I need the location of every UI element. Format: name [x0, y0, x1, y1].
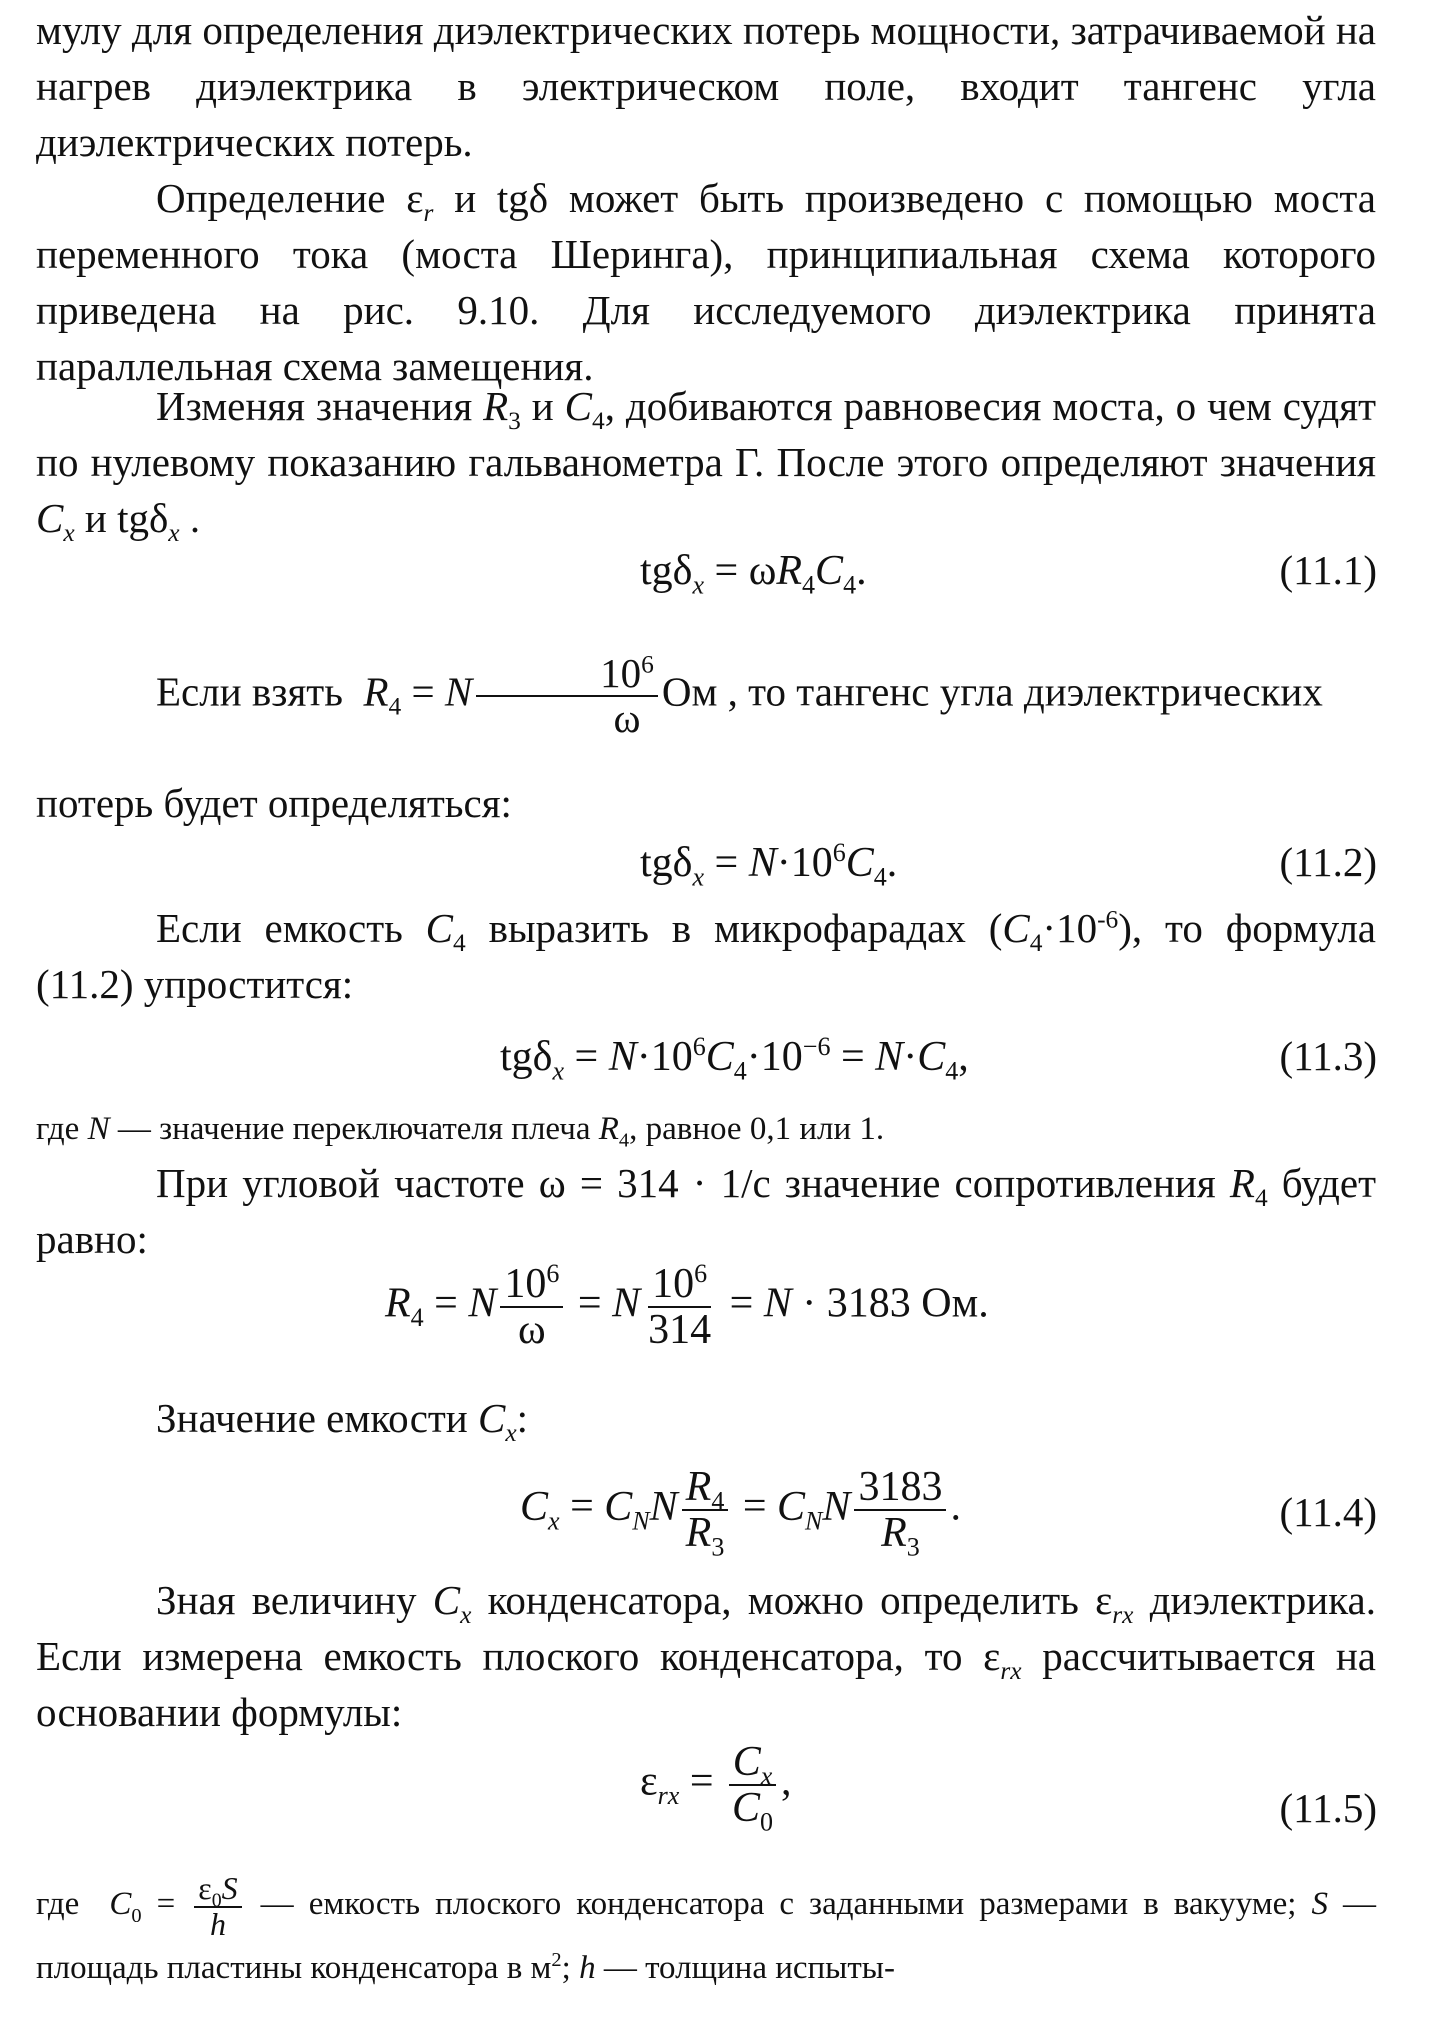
paragraph-if-take: Если взять $R_4 = N$ $\frac{10^6}{\omega}$ Ом , то тангенс угла диэлектрических	[156, 650, 1323, 742]
paragraph-losses: потерь будет определяться:	[36, 780, 512, 826]
note-switch: где N — значение переключателя плеча $R_4$, равное 0,1 или 1.	[36, 1111, 885, 1152]
equation-number: (11.4)	[1279, 1489, 1377, 1535]
paragraph-balance: Изменяя значения $R_3$ и $C_4$, добиваются равновесия моста, о чем судят по нулевому показанию гальванометра Г. После этого определяют значения $C_x$ и tgδ$_x$ .	[36, 383, 1376, 548]
paragraph-definition: Определение $\varepsilon_r$ и tgδ может быть произведено с помощью моста переменного тока (моста Шеринга), принципиальная схема которого приведена на рис. 9.10. Для исследуемого диэлектрика принята параллельная схема замещения.	[36, 175, 1376, 389]
equation-11-5: $\varepsilon_{rx}$ = $\frac{C_x}{C_0}$ ,	[640, 1739, 792, 1837]
equation-number: (11.2)	[1279, 839, 1377, 885]
equation-number: (11.1)	[1279, 547, 1377, 593]
paragraph-intro: мулу для определения диэлектрических потерь мощности, затрачиваемой на нагрев диэлектрика в электрическом поле, входит тангенс угла диэлектрических потерь.	[36, 7, 1376, 165]
paragraph-knowing: Зная величину $C_x$ конденсатора, можно определить $\varepsilon_{rx}$ диэлектрика. Если измерена емкость плоского конденсатора, то $\varepsilon_{rx}$ рассчитывается на основании формулы:	[36, 1577, 1376, 1735]
equation-11-2: $tg\delta_x = N\cdot 10^6C_4$.	[640, 838, 898, 892]
equation-11-4: $C_x = C_NN$ $\frac{R_4}{R_3}$ = $C_NN$ $\frac{3183}{R_3}$ .	[520, 1464, 961, 1562]
paragraph-capacity: Значение емкости $C_x$:	[156, 1395, 529, 1448]
equation-r4: $R_4 = N$ $\frac{10^6}{\omega}$ = N $\frac{10^6}{314}$ = N · 3183 Ом.	[385, 1259, 989, 1354]
equation-number: (11.5)	[1279, 1785, 1377, 1831]
equation-11-1: $tg\delta_x = \omega R_4C_4$.	[640, 548, 867, 600]
paragraph-microfarad: Если емкость $C_4$ выразить в микрофарадах $(C_4\cdot 10^{-6})$, то формула (11.2) упростится:	[36, 905, 1376, 1007]
note-c0: где $C_0$ = $\frac{\varepsilon_0S}{h}$ — емкость плоского конденсатора с заданными размерами в вакууме; S — площадь пластины конденсатора в $м^2$; h — толщина испыты-	[36, 1870, 1376, 1987]
equation-number: (11.3)	[1279, 1033, 1377, 1079]
paragraph-frequency: При угловой частоте ω = 314 · 1/с значение сопротивления $R_4$ будет равно:	[36, 1160, 1376, 1262]
equation-11-3: $tg\delta_x = N\cdot 10^6C_4\cdot 10^{-6} = N\cdot C_4$,	[500, 1032, 969, 1086]
